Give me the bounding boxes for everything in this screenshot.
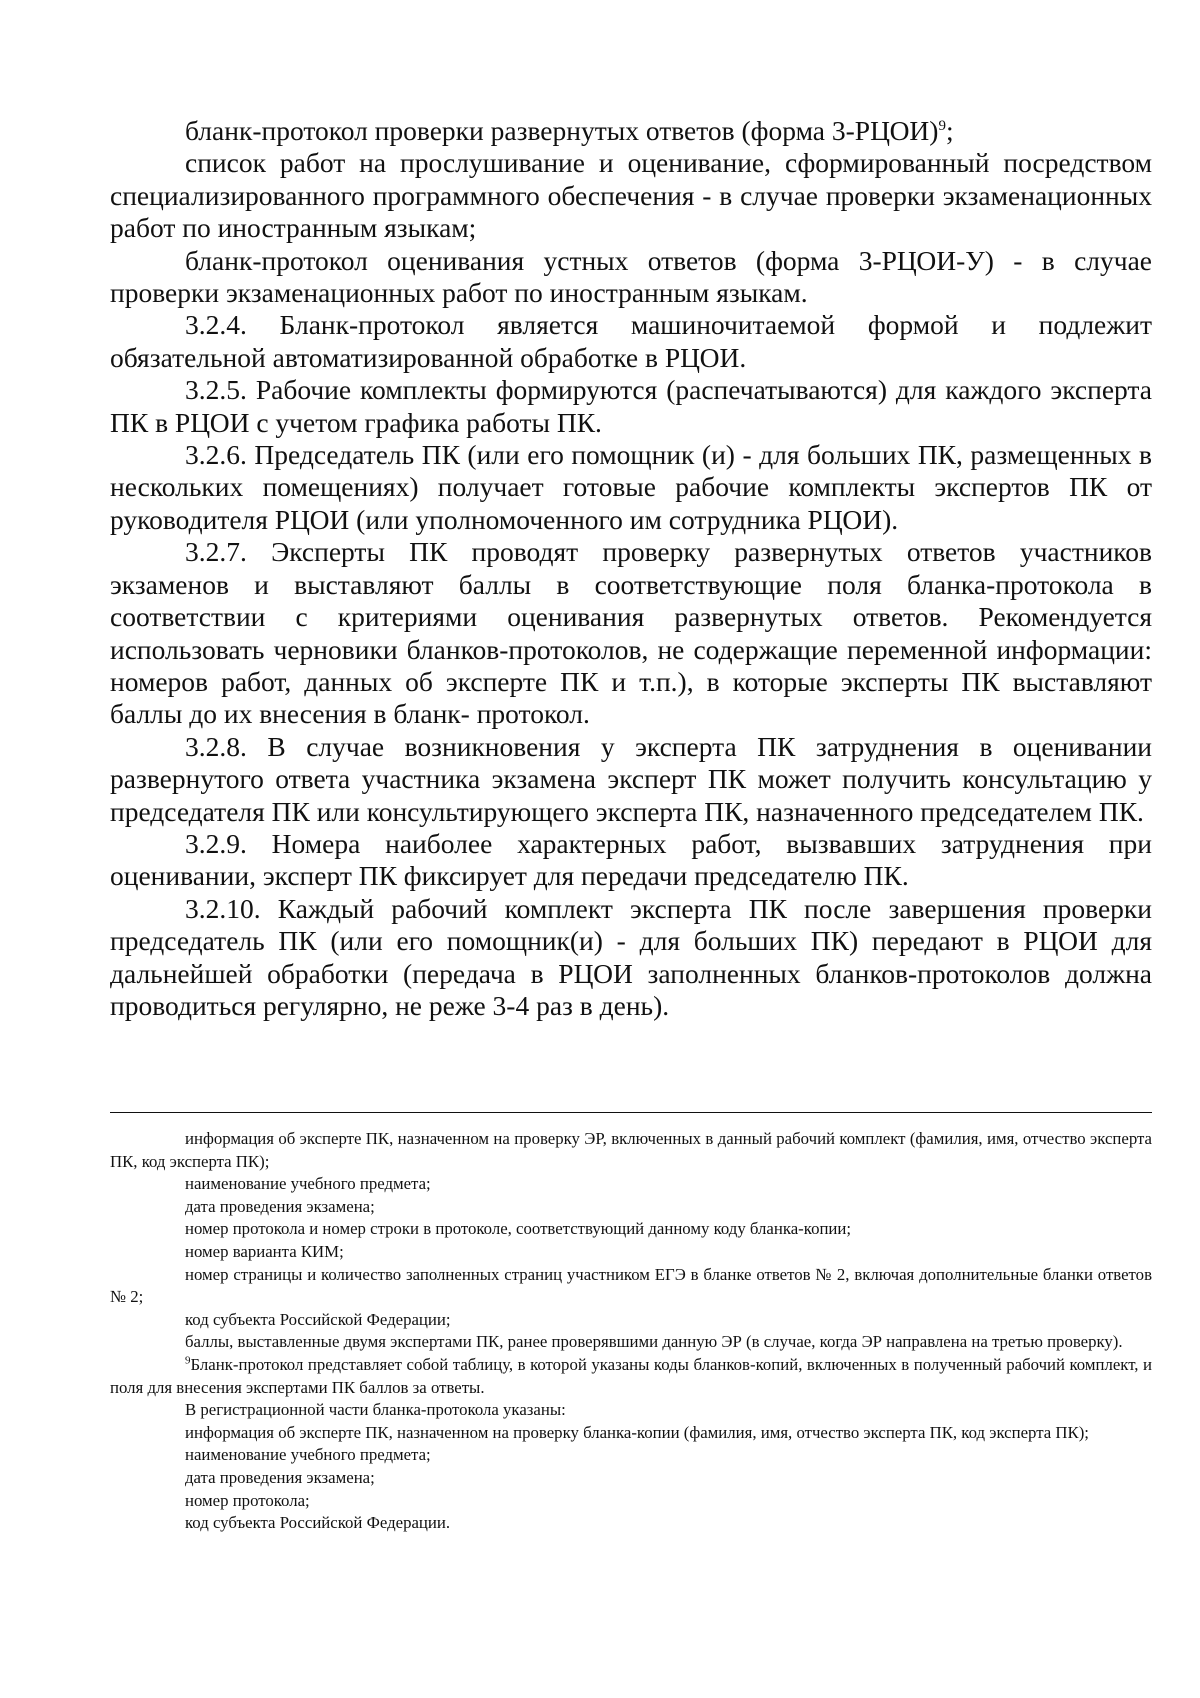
footnote-separator	[110, 1112, 1152, 1113]
footnote-line: наименование учебного предмета;	[185, 1445, 431, 1465]
footnote-line: код субъекта Российской Федерации;	[185, 1309, 451, 1329]
footnote-line: информация об эксперте ПК, назначенном на проверку бланка-копии (фамилия, имя, отчество эксперта ПК, код эксперта ПК);	[185, 1422, 1089, 1442]
footnote-line: код субъекта Российской Федерации.	[185, 1513, 451, 1533]
body-paragraph: бланк-протокол проверки развернутых ответов (форма 3-РЦОИ)$^9$;	[185, 115, 954, 146]
footnote-line: дата проведения экзамена;	[185, 1196, 375, 1216]
footnote-line: В регистрационной части бланка-протокола указаны:	[185, 1400, 566, 1420]
footnote-line: дата проведения экзамена;	[185, 1467, 375, 1487]
body-paragraph: 3.2.5. Рабочие комплекты формируются (распечатываются) для каждого эксперта ПК в РЦОИ с учетом графика работы ПК.	[110, 374, 1152, 438]
footnote-line: наименование учебного предмета;	[185, 1174, 431, 1194]
footnote-line: баллы, выставленные двумя экспертами ПК, ранее проверявшими данную ЭР (в случае, когда ЭР направлена на третью проверку).	[185, 1332, 1123, 1352]
footnote-line: номер варианта КИМ;	[185, 1241, 344, 1261]
body-paragraph: 3.2.7. Эксперты ПК проводят проверку развернутых ответов участников экзаменов и выставляют баллы в соответствующие поля бланка-протокола в соответствии с критериями оценивания развернутых ответов. Рекомендуется использовать черновики бланков-протоколов, не содержащие переменной информации: номеров работ, данных об эксперте ПК и т.п.), в которые эксперты ПК выставляют баллы до их внесения в бланк- протокол.	[110, 536, 1152, 730]
body-paragraph: 3.2.10. Каждый рабочий комплект эксперта ПК после завершения проверки председатель ПК (или его помощник(и) - для больших ПК) передают в РЦОИ для дальнейшей обработки (передача в РЦОИ заполненных бланков-протоколов должна проводиться регулярно, не реже 3-4 раз в день).	[110, 892, 1152, 1021]
body-paragraph: бланк-протокол оценивания устных ответов (форма 3-РЦОИ-У) - в случае проверки экзаменационных работ по иностранным языкам.	[110, 244, 1152, 309]
footnote-reference: 9	[938, 117, 946, 134]
footnotes-section	[110, 1128, 1152, 1535]
footnote-9: $^9$Бланк-протокол представляет собой таблицу, в которой указаны коды бланков-копий, включенных в полученный рабочий комплект, и поля для внесения экспертами ПК баллов за ответы.	[110, 1354, 1152, 1397]
body-paragraph: 3.2.6. Председатель ПК (или его помощник (и) - для больших ПК, размещенных в нескольких помещениях) получает готовые рабочие комплекты экспертов ПК от руководителя РЦОИ (или уполномоченного им сотрудника РЦОИ).	[110, 439, 1152, 535]
document-body	[110, 115, 1152, 1022]
footnote-mark: 9	[185, 1354, 191, 1367]
footnote-line: номер протокола;	[185, 1490, 310, 1510]
footnote-line: номер страницы и количество заполненных страниц участником ЕГЭ в бланке ответов № 2, включая дополнительные бланки ответов № 2;	[110, 1264, 1152, 1307]
footnote-line: номер протокола и номер строки в протоколе, соответствующий данному коду бланка-копии;	[185, 1219, 852, 1239]
body-paragraph: список работ на прослушивание и оценивание, сформированный посредством специализированного программного обеспечения - в случае проверки экзаменационных работ по иностранным языкам;	[110, 147, 1152, 244]
footnote-line: информация об эксперте ПК, назначенном на проверку ЭР, включенных в данный рабочий комплект (фамилия, имя, отчество эксперта ПК, код эксперта ПК);	[110, 1129, 1152, 1171]
body-paragraph: 3.2.9. Номера наиболее характерных работ, вызвавших затруднения при оценивании, эксперт ПК фиксирует для передачи председателю ПК.	[110, 827, 1152, 892]
body-paragraph: 3.2.4. Бланк-протокол является машиночитаемой формой и подлежит обязательной автоматизированной обработке в РЦОИ.	[110, 309, 1152, 373]
body-paragraph: 3.2.8. В случае возникновения у эксперта ПК затруднения в оценивании развернутого ответа участника экзамена эксперт ПК может получить консультацию у председателя ПК или консультирующего эксперта ПК, назначенного председателем ПК.	[110, 730, 1152, 827]
